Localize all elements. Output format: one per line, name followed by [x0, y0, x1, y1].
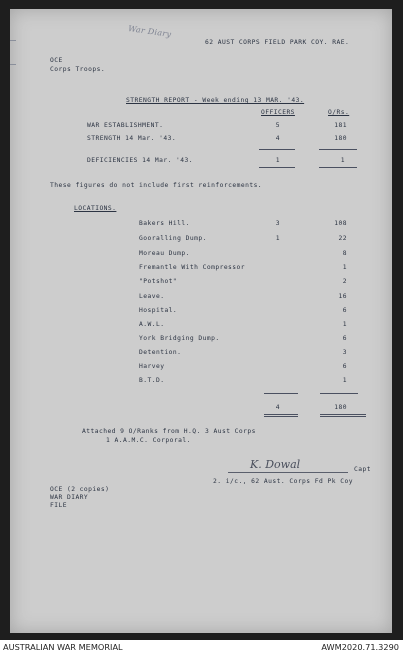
location-name: Moreau Dump. — [139, 250, 190, 257]
location-name: Hospital. — [139, 307, 178, 314]
location-name: Gooralling Dump. — [139, 235, 207, 242]
double-rule — [320, 416, 366, 417]
location-or: 3 — [342, 349, 347, 356]
location-name: Leave. — [139, 293, 165, 300]
signatory-appointment: 2. i/c., 62 Aust. Corps Fd Pk Coy — [213, 478, 353, 485]
double-rule — [320, 414, 366, 415]
sum-rule — [319, 167, 357, 168]
location-or: 16 — [338, 293, 347, 300]
row-officers: 4 — [275, 135, 280, 142]
attached-line: Attached 9 O/Ranks from H.Q. 3 Aust Corps — [82, 428, 256, 435]
location-name: Detention. — [139, 349, 182, 356]
footer-bar — [0, 640, 403, 653]
sum-rule — [264, 393, 298, 394]
deficiencies-officers: 1 — [275, 157, 280, 164]
signature: K. Dowal — [250, 458, 301, 471]
double-rule — [264, 416, 298, 417]
distribution-line: WAR DIARY — [50, 494, 89, 501]
row-officers: 5 — [275, 122, 280, 129]
location-name: "Potshot" — [139, 278, 178, 285]
location-or: 2 — [342, 278, 347, 285]
unit-header: 62 AUST CORPS FIELD PARK COY. RAE. — [205, 39, 350, 46]
location-name: B.T.D. — [139, 377, 165, 384]
document-page — [10, 9, 392, 633]
row-label: WAR ESTABLISHMENT. — [87, 122, 164, 129]
punch-mark — [10, 64, 16, 65]
location-or: 8 — [342, 250, 347, 257]
footer-institution: AUSTRALIAN WAR MEMORIAL — [3, 642, 123, 652]
row-label: STRENGTH 14 Mar. '43. — [87, 135, 177, 142]
signatory-rank: Capt — [354, 466, 371, 473]
row-or: 181 — [334, 122, 347, 129]
location-or: 6 — [342, 363, 347, 370]
location-name: Bakers Hill. — [139, 220, 190, 227]
total-officers: 4 — [275, 404, 280, 411]
location-or: 108 — [334, 220, 347, 227]
signature-line — [228, 472, 348, 473]
location-officers: 3 — [275, 220, 280, 227]
attached-line: 1 A.A.M.C. Corporal. — [106, 437, 191, 444]
punch-mark — [10, 40, 16, 41]
distribution-line: OCE (2 copies) — [50, 486, 110, 493]
location-name: A.W.L. — [139, 321, 165, 328]
sum-rule — [259, 167, 295, 168]
location-name: Harvey — [139, 363, 165, 370]
col-header-officers: OFFICERS — [261, 109, 295, 116]
location-or: 1 — [342, 264, 347, 271]
row-or: 180 — [334, 135, 347, 142]
double-rule — [264, 414, 298, 415]
location-or: 1 — [342, 321, 347, 328]
location-name: Fremantle With Compressor — [139, 264, 246, 271]
col-header-or: O/Rs. — [328, 109, 350, 116]
total-or: 180 — [334, 404, 347, 411]
sum-rule — [319, 149, 357, 150]
location-or: 6 — [342, 307, 347, 314]
deficiencies-or: 1 — [340, 157, 345, 164]
footer-accession-number: AWM2020.71.3290 — [321, 642, 399, 652]
report-title: STRENGTH REPORT - Week ending 13 MAR. '43. — [126, 97, 305, 104]
deficiencies-label: DEFICIENCIES 14 Mar. '43. — [87, 157, 194, 164]
addressee: OCE — [50, 57, 63, 64]
sum-rule — [320, 393, 358, 394]
note: These figures do not include first reinforcements. — [50, 182, 263, 189]
location-or: 6 — [342, 335, 347, 342]
sum-rule — [259, 149, 295, 150]
location-officers: 1 — [275, 235, 280, 242]
distribution-line: FILE — [50, 502, 67, 509]
handwritten-note: War Diary — [127, 24, 172, 39]
location-or: 1 — [342, 377, 347, 384]
location-name: York Bridging Dump. — [139, 335, 220, 342]
location-or: 22 — [338, 235, 347, 242]
locations-heading: LOCATIONS. — [74, 205, 117, 212]
addressee-line2: Corps Troops. — [50, 66, 106, 73]
